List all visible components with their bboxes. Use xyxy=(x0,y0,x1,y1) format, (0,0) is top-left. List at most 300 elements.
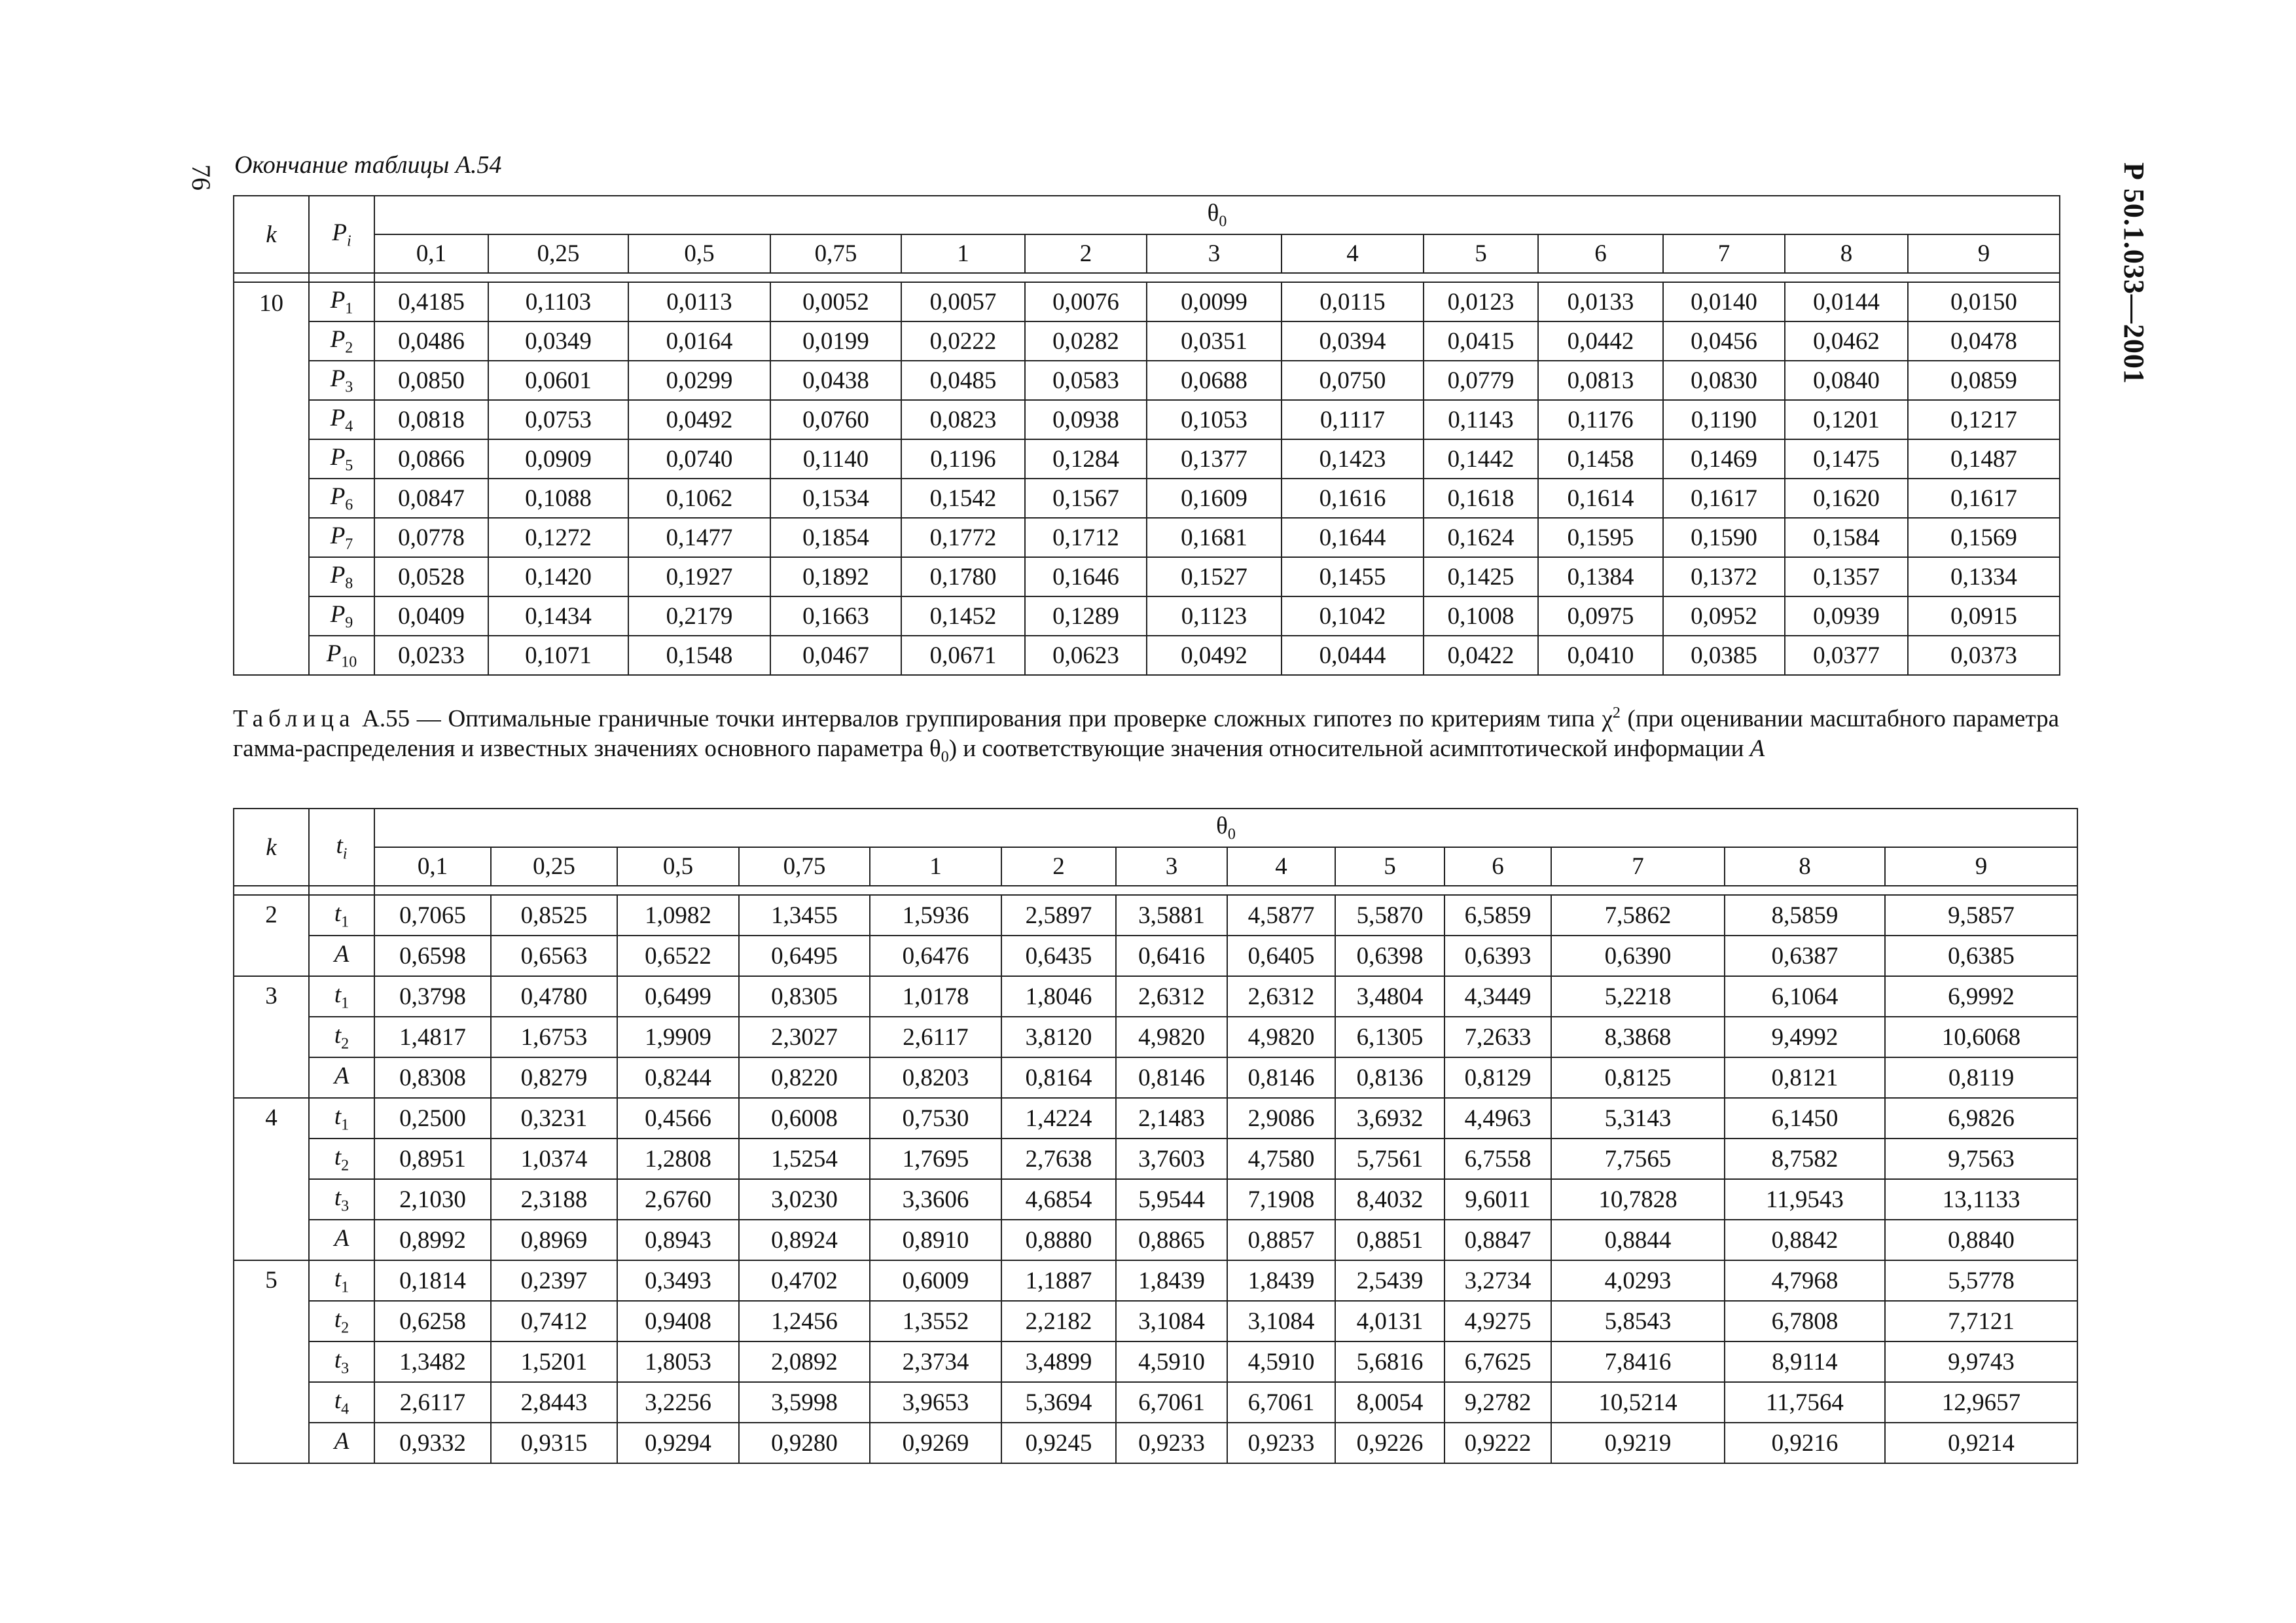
row-label-cell xyxy=(309,1260,374,1301)
value-cell: 4,9275 xyxy=(1444,1301,1551,1341)
row-label: P xyxy=(330,561,346,589)
table-row xyxy=(234,479,2060,518)
value-cell: 0,6385 xyxy=(1885,936,2077,976)
value-cell: 0,0866 xyxy=(374,439,488,479)
value-cell: 0,0492 xyxy=(1147,636,1282,675)
row-label: t xyxy=(334,981,342,1008)
value-cell: 3,3606 xyxy=(870,1179,1001,1220)
row-label: t xyxy=(334,1143,342,1171)
value-cell: 0,8305 xyxy=(739,976,870,1017)
table-row xyxy=(234,1098,2077,1139)
value-cell: 4,9820 xyxy=(1116,1017,1227,1057)
value-cell: 0,8121 xyxy=(1725,1057,1885,1098)
value-cell: 0,0909 xyxy=(488,439,628,479)
value-cell: 1,4817 xyxy=(374,1017,491,1057)
value-cell: 0,1117 xyxy=(1282,400,1424,439)
row-label-cell xyxy=(309,439,374,479)
value-cell: 4,7580 xyxy=(1227,1139,1335,1179)
value-cell: 6,5859 xyxy=(1444,895,1551,936)
row-label-cell xyxy=(309,1057,374,1098)
value-cell: 0,0133 xyxy=(1538,282,1663,321)
value-cell: 0,0671 xyxy=(901,636,1025,675)
value-cell: 3,9653 xyxy=(870,1382,1001,1423)
table-row xyxy=(234,1057,2077,1098)
value-cell: 0,0394 xyxy=(1282,321,1424,361)
table-row xyxy=(234,557,2060,596)
value-cell: 0,0813 xyxy=(1538,361,1663,400)
row-label: А xyxy=(334,1427,350,1455)
table-row xyxy=(234,321,2060,361)
value-cell: 0,1616 xyxy=(1282,479,1424,518)
table-row xyxy=(234,1017,2077,1057)
value-cell: 5,5778 xyxy=(1885,1260,2077,1301)
row-label-cell xyxy=(309,361,374,400)
value-cell: 0,8840 xyxy=(1885,1220,2077,1260)
value-cell: 0,6387 xyxy=(1725,936,1885,976)
value-cell: 0,1442 xyxy=(1424,439,1538,479)
row-label: А xyxy=(334,940,350,968)
value-cell: 1,4224 xyxy=(1001,1098,1116,1139)
row-label: t xyxy=(334,1021,342,1049)
value-cell: 0,9222 xyxy=(1444,1423,1551,1463)
value-cell: 0,0688 xyxy=(1147,361,1282,400)
theta-value-cell: 8 xyxy=(1785,234,1908,273)
row-label-cell xyxy=(309,1341,374,1382)
value-cell: 2,1030 xyxy=(374,1179,491,1220)
table-row xyxy=(234,1341,2077,1382)
value-cell: 0,1590 xyxy=(1663,518,1785,557)
value-cell: 7,5862 xyxy=(1551,895,1725,936)
value-cell: 5,8543 xyxy=(1551,1301,1725,1341)
value-cell: 0,4702 xyxy=(739,1260,870,1301)
standard-code: Р 50.1.033—2001 xyxy=(2118,162,2150,384)
row-label: P xyxy=(330,365,346,392)
value-cell: 0,0144 xyxy=(1785,282,1908,321)
value-cell: 0,8842 xyxy=(1725,1220,1885,1260)
value-cell: 9,6011 xyxy=(1444,1179,1551,1220)
value-cell: 0,0492 xyxy=(628,400,770,439)
table-row xyxy=(234,361,2060,400)
row-label: t xyxy=(334,1103,342,1130)
value-cell: 0,6405 xyxy=(1227,936,1335,976)
value-cell: 0,8119 xyxy=(1885,1057,2077,1098)
value-cell: 11,7564 xyxy=(1725,1382,1885,1423)
k-cell: 10 xyxy=(234,282,309,675)
row-label-sub: 7 xyxy=(345,536,353,553)
k-cell: 3 xyxy=(234,976,309,1098)
value-cell: 6,7625 xyxy=(1444,1341,1551,1382)
value-cell: 6,9992 xyxy=(1885,976,2077,1017)
value-cell: 0,1712 xyxy=(1025,518,1147,557)
row-label: t xyxy=(334,1184,342,1211)
value-cell: 0,8910 xyxy=(870,1220,1001,1260)
row-label-cell xyxy=(309,1423,374,1463)
value-cell: 1,8046 xyxy=(1001,976,1116,1017)
value-cell: 2,3027 xyxy=(739,1017,870,1057)
row-label-cell xyxy=(309,321,374,361)
value-cell: 4,5910 xyxy=(1227,1341,1335,1382)
theta-values-row xyxy=(234,847,2077,886)
value-cell: 0,8125 xyxy=(1551,1057,1725,1098)
value-cell: 0,1289 xyxy=(1025,596,1147,636)
value-cell: 0,0351 xyxy=(1147,321,1282,361)
row-label-sub: 2 xyxy=(341,1157,350,1175)
row-label: t xyxy=(334,1387,342,1414)
value-cell: 0,9269 xyxy=(870,1423,1001,1463)
table-row xyxy=(234,439,2060,479)
value-cell: 0,1384 xyxy=(1538,557,1663,596)
value-cell: 0,1475 xyxy=(1785,439,1908,479)
theta-header: $\theta_0$ xyxy=(374,809,2077,847)
value-cell: 0,1624 xyxy=(1424,518,1538,557)
theta-value-cell: 0,1 xyxy=(374,847,491,886)
value-cell: 0,0233 xyxy=(374,636,488,675)
value-cell: 0,6476 xyxy=(870,936,1001,976)
value-cell: 0,1772 xyxy=(901,518,1025,557)
theta-value-cell: 7 xyxy=(1551,847,1725,886)
value-cell: 11,9543 xyxy=(1725,1179,1885,1220)
value-cell: 0,9233 xyxy=(1227,1423,1335,1463)
value-cell: 1,0374 xyxy=(491,1139,617,1179)
theta-header: $\theta_0$ xyxy=(374,196,2060,234)
row-label-cell xyxy=(309,636,374,675)
value-cell: 10,6068 xyxy=(1885,1017,2077,1057)
value-cell: 1,8439 xyxy=(1116,1260,1227,1301)
value-cell: 0,1334 xyxy=(1908,557,2060,596)
value-cell: 0,6390 xyxy=(1551,936,1725,976)
value-cell: 0,1854 xyxy=(770,518,901,557)
value-cell: 0,8164 xyxy=(1001,1057,1116,1098)
theta-value-cell: 7 xyxy=(1663,234,1785,273)
value-cell: 0,0601 xyxy=(488,361,628,400)
value-cell: 0,1534 xyxy=(770,479,901,518)
value-cell: 0,1190 xyxy=(1663,400,1785,439)
table-row xyxy=(234,282,2060,321)
value-cell: 0,0349 xyxy=(488,321,628,361)
value-cell: 6,7061 xyxy=(1116,1382,1227,1423)
value-cell: 5,3143 xyxy=(1551,1098,1725,1139)
value-cell: 0,8525 xyxy=(491,895,617,936)
value-cell: 0,1420 xyxy=(488,557,628,596)
value-cell: 5,2218 xyxy=(1551,976,1725,1017)
value-cell: 0,1614 xyxy=(1538,479,1663,518)
table-row xyxy=(234,1260,2077,1301)
row-label: t xyxy=(334,1265,342,1292)
theta-value-cell: 6 xyxy=(1444,847,1551,886)
value-cell: 0,1062 xyxy=(628,479,770,518)
row-label-sub: 8 xyxy=(345,575,353,593)
value-cell: 0,0462 xyxy=(1785,321,1908,361)
value-cell: 0,9216 xyxy=(1725,1423,1885,1463)
row-label-sub: 4 xyxy=(345,418,353,435)
value-cell: 0,0740 xyxy=(628,439,770,479)
value-cell: 2,6312 xyxy=(1116,976,1227,1017)
value-cell: 0,8992 xyxy=(374,1220,491,1260)
value-cell: 0,1527 xyxy=(1147,557,1282,596)
page-number: 76 xyxy=(187,164,216,191)
value-cell: 0,9294 xyxy=(617,1423,739,1463)
theta-value-cell: 0,5 xyxy=(617,847,739,886)
theta-value-cell: 8 xyxy=(1725,847,1885,886)
value-cell: 8,7582 xyxy=(1725,1139,1885,1179)
row-label: P xyxy=(330,600,346,628)
value-cell: 1,1887 xyxy=(1001,1260,1116,1301)
row-label: P xyxy=(330,325,346,353)
value-cell: 0,1780 xyxy=(901,557,1025,596)
value-cell: 0,1143 xyxy=(1424,400,1538,439)
row-label: P xyxy=(330,443,346,471)
value-cell: 8,5859 xyxy=(1725,895,1885,936)
value-cell: 0,9214 xyxy=(1885,1423,2077,1463)
value-cell: 0,1071 xyxy=(488,636,628,675)
value-cell: 0,7530 xyxy=(870,1098,1001,1139)
value-cell: 0,2179 xyxy=(628,596,770,636)
value-cell: 0,0409 xyxy=(374,596,488,636)
value-cell: 0,6009 xyxy=(870,1260,1001,1301)
value-cell: 8,9114 xyxy=(1725,1341,1885,1382)
value-cell: 1,3482 xyxy=(374,1341,491,1382)
value-cell: 0,8146 xyxy=(1227,1057,1335,1098)
value-cell: 0,1620 xyxy=(1785,479,1908,518)
value-cell: 0,0938 xyxy=(1025,400,1147,439)
value-cell: 1,5201 xyxy=(491,1341,617,1382)
value-cell: 0,1487 xyxy=(1908,439,2060,479)
value-cell: 0,1423 xyxy=(1282,439,1424,479)
value-cell: 1,8053 xyxy=(617,1341,739,1382)
row-label-sub: 1 xyxy=(341,994,350,1012)
value-cell: 1,2456 xyxy=(739,1301,870,1341)
value-cell: 0,1088 xyxy=(488,479,628,518)
value-cell: 0,1609 xyxy=(1147,479,1282,518)
pi-header: $P_i$ xyxy=(309,196,374,273)
value-cell: 0,0760 xyxy=(770,400,901,439)
value-cell: 7,8416 xyxy=(1551,1341,1725,1382)
value-cell: 0,0385 xyxy=(1663,636,1785,675)
value-cell: 0,1644 xyxy=(1282,518,1424,557)
value-cell: 3,6932 xyxy=(1335,1098,1444,1139)
table-row xyxy=(234,1179,2077,1220)
row-label-sub: 6 xyxy=(345,496,353,514)
value-cell: 0,0052 xyxy=(770,282,901,321)
table-row xyxy=(234,1301,2077,1341)
value-cell: 1,5254 xyxy=(739,1139,870,1179)
value-cell: 7,7121 xyxy=(1885,1301,2077,1341)
value-cell: 0,3231 xyxy=(491,1098,617,1139)
value-cell: 0,6398 xyxy=(1335,936,1444,976)
value-cell: 9,5857 xyxy=(1885,895,2077,936)
value-cell: 5,5870 xyxy=(1335,895,1444,936)
row-label-sub: 2 xyxy=(341,1319,350,1337)
value-cell: 0,9233 xyxy=(1116,1423,1227,1463)
value-cell: 0,2500 xyxy=(374,1098,491,1139)
value-cell: 0,0778 xyxy=(374,518,488,557)
theta-value-cell: 3 xyxy=(1116,847,1227,886)
value-cell: 0,1455 xyxy=(1282,557,1424,596)
value-cell: 2,6117 xyxy=(870,1017,1001,1057)
value-cell: 0,6598 xyxy=(374,936,491,976)
value-cell: 2,5897 xyxy=(1001,895,1116,936)
value-cell: 0,4566 xyxy=(617,1098,739,1139)
value-cell: 3,5881 xyxy=(1116,895,1227,936)
value-cell: 0,1042 xyxy=(1282,596,1424,636)
value-cell: 0,1477 xyxy=(628,518,770,557)
value-cell: 0,1548 xyxy=(628,636,770,675)
row-label-cell xyxy=(309,1139,374,1179)
value-cell: 0,0140 xyxy=(1663,282,1785,321)
table-row xyxy=(234,895,2077,936)
value-cell: 0,1372 xyxy=(1663,557,1785,596)
value-cell: 9,4992 xyxy=(1725,1017,1885,1057)
value-cell: 6,1450 xyxy=(1725,1098,1885,1139)
value-cell: 0,1595 xyxy=(1538,518,1663,557)
row-label-sub: 5 xyxy=(345,457,353,475)
theta-value-cell: 4 xyxy=(1227,847,1335,886)
row-label-sub: 1 xyxy=(341,1116,350,1134)
value-cell: 0,6008 xyxy=(739,1098,870,1139)
theta-value-cell: 3 xyxy=(1147,234,1282,273)
value-cell: 0,8924 xyxy=(739,1220,870,1260)
k-cell: 4 xyxy=(234,1098,309,1260)
value-cell: 0,8308 xyxy=(374,1057,491,1098)
value-cell: 9,2782 xyxy=(1444,1382,1551,1423)
row-label-cell xyxy=(309,479,374,518)
row-label-cell xyxy=(309,895,374,936)
row-label-cell xyxy=(309,976,374,1017)
value-cell: 2,3188 xyxy=(491,1179,617,1220)
value-cell: 0,7412 xyxy=(491,1301,617,1341)
theta-value-cell: 0,75 xyxy=(739,847,870,886)
value-cell: 1,6753 xyxy=(491,1017,617,1057)
value-cell: 2,5439 xyxy=(1335,1260,1444,1301)
value-cell: 0,9280 xyxy=(739,1423,870,1463)
value-cell: 0,8844 xyxy=(1551,1220,1725,1260)
value-cell: 0,0115 xyxy=(1282,282,1424,321)
value-cell: 0,1284 xyxy=(1025,439,1147,479)
value-cell: 3,2734 xyxy=(1444,1260,1551,1301)
table-row xyxy=(234,518,2060,557)
value-cell: 0,1814 xyxy=(374,1260,491,1301)
value-cell: 0,1434 xyxy=(488,596,628,636)
k-header: k xyxy=(234,196,309,273)
value-cell: 0,0753 xyxy=(488,400,628,439)
theta-value-cell: 2 xyxy=(1001,847,1116,886)
value-cell: 0,0299 xyxy=(628,361,770,400)
value-cell: 0,1272 xyxy=(488,518,628,557)
row-label-cell xyxy=(309,518,374,557)
value-cell: 0,0456 xyxy=(1663,321,1785,361)
value-cell: 1,8439 xyxy=(1227,1260,1335,1301)
value-cell: 0,8244 xyxy=(617,1057,739,1098)
theta-value-cell: 0,5 xyxy=(628,234,770,273)
value-cell: 0,0222 xyxy=(901,321,1025,361)
ti-header: $t_i$ xyxy=(309,809,374,886)
value-cell: 9,9743 xyxy=(1885,1341,2077,1382)
value-cell: 2,0892 xyxy=(739,1341,870,1382)
value-cell: 0,1617 xyxy=(1663,479,1785,518)
table-row xyxy=(234,1382,2077,1423)
value-cell: 0,0818 xyxy=(374,400,488,439)
value-cell: 5,7561 xyxy=(1335,1139,1444,1179)
row-label: P xyxy=(330,404,346,431)
value-cell: 0,4185 xyxy=(374,282,488,321)
value-cell: 0,6499 xyxy=(617,976,739,1017)
value-cell: 6,7808 xyxy=(1725,1301,1885,1341)
row-label: А xyxy=(334,1224,350,1252)
value-cell: 3,1084 xyxy=(1116,1301,1227,1341)
value-cell: 3,7603 xyxy=(1116,1139,1227,1179)
value-cell: 0,0373 xyxy=(1908,636,2060,675)
row-label-sub: 2 xyxy=(341,1035,350,1053)
value-cell: 12,9657 xyxy=(1885,1382,2077,1423)
value-cell: 8,3868 xyxy=(1551,1017,1725,1057)
value-cell: 0,1458 xyxy=(1538,439,1663,479)
value-cell: 8,0054 xyxy=(1335,1382,1444,1423)
row-label-cell xyxy=(309,596,374,636)
value-cell: 2,6117 xyxy=(374,1382,491,1423)
value-cell: 4,0293 xyxy=(1551,1260,1725,1301)
value-cell: 0,8851 xyxy=(1335,1220,1444,1260)
value-cell: 0,9408 xyxy=(617,1301,739,1341)
value-cell: 0,0915 xyxy=(1908,596,2060,636)
row-label-cell xyxy=(309,1301,374,1341)
value-cell: 0,3493 xyxy=(617,1260,739,1301)
value-cell: 0,0444 xyxy=(1282,636,1424,675)
value-cell: 0,1681 xyxy=(1147,518,1282,557)
value-cell: 13,1133 xyxy=(1885,1179,2077,1220)
value-cell: 3,0230 xyxy=(739,1179,870,1220)
value-cell: 7,2633 xyxy=(1444,1017,1551,1057)
value-cell: 0,1140 xyxy=(770,439,901,479)
row-label-cell xyxy=(309,936,374,976)
theta-value-cell: 2 xyxy=(1025,234,1147,273)
value-cell: 6,7061 xyxy=(1227,1382,1335,1423)
value-cell: 0,1103 xyxy=(488,282,628,321)
value-cell: 3,8120 xyxy=(1001,1017,1116,1057)
value-cell: 0,1646 xyxy=(1025,557,1147,596)
row-label-cell xyxy=(309,400,374,439)
value-cell: 0,0528 xyxy=(374,557,488,596)
value-cell: 4,5877 xyxy=(1227,895,1335,936)
row-label-cell xyxy=(309,1220,374,1260)
table-row xyxy=(234,976,2077,1017)
value-cell: 0,7065 xyxy=(374,895,491,936)
row-label-cell xyxy=(309,1382,374,1423)
value-cell: 0,8279 xyxy=(491,1057,617,1098)
theta-value-cell: 0,75 xyxy=(770,234,901,273)
theta-value-cell: 5 xyxy=(1335,847,1444,886)
k-cell: 2 xyxy=(234,895,309,976)
value-cell: 6,7558 xyxy=(1444,1139,1551,1179)
table1-body xyxy=(234,282,2060,675)
value-cell: 0,1927 xyxy=(628,557,770,596)
table-row xyxy=(234,400,2060,439)
value-cell: 2,6312 xyxy=(1227,976,1335,1017)
row-label: t xyxy=(334,900,342,927)
value-cell: 4,7968 xyxy=(1725,1260,1885,1301)
value-cell: 7,7565 xyxy=(1551,1139,1725,1179)
value-cell: 0,1217 xyxy=(1908,400,2060,439)
value-cell: 5,9544 xyxy=(1116,1179,1227,1220)
value-cell: 0,0199 xyxy=(770,321,901,361)
value-cell: 0,0583 xyxy=(1025,361,1147,400)
value-cell: 0,1542 xyxy=(901,479,1025,518)
value-cell: 0,1617 xyxy=(1908,479,2060,518)
value-cell: 0,0113 xyxy=(628,282,770,321)
k-header: k xyxy=(234,809,309,886)
table2-body xyxy=(234,895,2077,1463)
value-cell: 0,6435 xyxy=(1001,936,1116,976)
theta-value-cell: 1 xyxy=(870,847,1001,886)
